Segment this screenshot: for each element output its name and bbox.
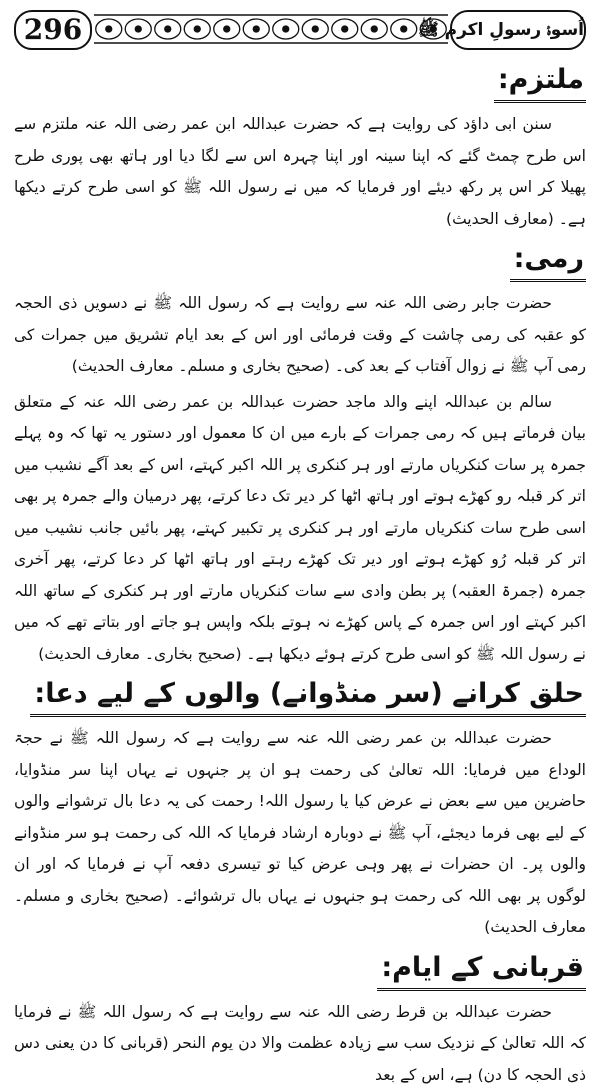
paragraph: سنن ابی داؤد کی روایت ہے کہ حضرت عبداللہ ابن عمر رضی اللہ عنہ ملتزم سے اس طرح چمٹ گئے کہ اپنا سینہ اور اپنا چہرہ اس سے لگا دیا اور ہاتھ بھی پوری طرح پھیلا کر اس پر رکھ دیئے اور فرمایا کہ میں نے رسول اللہ ﷺ کو اسی طرح کرتے دیکھا ہے۔ (معارف الحدیث) [14,109,586,235]
page-content [14,58,586,1091]
ornament-dot [312,26,318,32]
paragraph: حضرت عبداللہ بن قرط رضی اللہ عنہ سے روایت ہے کہ رسول اللہ ﷺ نے فرمایا کہ اللہ تعالیٰ کے نزدیک سب سے زیادہ عظمت والا دن یوم النحر (قربانی کا دن یعنی دس ذی الحجہ کا دن) ہے، اس کے بعد [14,997,586,1091]
heading-text: قربانی کے ایام: [377,950,586,991]
paragraph: حضرت جابر رضی اللہ عنہ سے روایت ہے کہ رسول اللہ ﷺ نے دسویں ذی الحجہ کو عقبہ کی رمی چاشت کے وقت فرمائی اور اس کے بعد ایام تشریق میں جمرات کی رمی آپ ﷺ نے زوال آفتاب کے بعد کی۔ (صحیح بخاری و مسلم۔ معارف الحدیث) [14,288,586,383]
page-number: 296 [14,10,92,50]
ornament-dot [194,26,200,32]
paragraph: سالم بن عبداللہ اپنے والد ماجد حضرت عبداللہ بن عمر رضی اللہ عنہ کے متعلق بیان فرماتے ہیں کہ رمی جمرات کے بارے میں ان کا معمول اور دستور یہ تھا کہ وہ پہلے جمرہ پر سات کنکریاں مارتے اور ہر کنکری پر اللہ اکبر کہتے، اس کے بعد آگے نشیب میں اتر کر قبلہ رو کھڑے ہوتے اور ہاتھ اٹھا کر دیر تک دعا کرتے، پھر درمیان والے جمرہ پر بھی اسی طرح سات کنکریاں مارتے اور ہر کنکری پر تکبیر کہتے، پھر بائیں جانب نشیب میں اتر کر قبلہ رُو کھڑے ہوتے اور دیر تک کھڑے رہتے اور ہاتھ اٹھا کر دعا کرتے، پھر آخری جمرہ (جمرۃ العقبہ) پر بطن وادی سے سات کنکریاں مارتے اور ہر کنکری کے ساتھ اللہ اکبر کہتے اور اس جمرہ کے پاس کھڑے نہ ہوتے بلکہ واپس ہو جاتے اور بتاتے تھے کہ میں نے رسول اللہ ﷺ کو اسی طرح کرتے ہوئے دیکھا ہے۔ (صحیح بخاری۔ معارف الحدیث) [14,387,586,671]
ornament-dot [135,26,141,32]
ornament-dot [371,26,377,32]
ornament-dot [165,26,171,32]
ornament-dot [283,26,289,32]
section-heading-halq [14,676,586,717]
heading-text: حلق کرانے (سر منڈوانے) والوں کے لیے دعا: [30,676,586,717]
paragraph: حضرت عبداللہ بن عمر رضی اللہ عنہ سے روایت ہے کہ رسول اللہ ﷺ نے حجۃ الوداع میں فرمایا: اللہ تعالیٰ کی رحمت ہو ان پر جنہوں نے یہاں اپنا سر منڈوایا، حاضرین میں سے بعض نے عرض کیا یا رسول اللہ! رحمت کی یہ دعا بال ترشوانے والوں کے لیے بھی فرما دیجئے، آپ ﷺ نے دوبارہ ارشاد فرمایا کہ اللہ کی رحمت ہو سر منڈوانے والوں پر۔ ان حضرات نے پھر وہی عرض کیا تو تیسری دفعہ آپ نے فرمایا کہ اور ان لوگوں پر بھی اللہ کی رحمت ہو جنہوں نے یہاں بال ترشوائے۔ (صحیح بخاری و مسلم۔ معارف الحدیث) [14,723,586,944]
section-heading-rami [14,241,586,282]
ornament-dot [253,26,259,32]
header-ornament [94,12,448,46]
book-title: اُسوۂ رسولِ اکرم ﷺ [450,10,586,50]
page-header [14,8,586,50]
section-heading-multazam [14,62,586,103]
heading-text: رمی: [510,241,586,282]
ornament-dot [106,26,112,32]
ornament-dot [342,26,348,32]
ornament-dot [224,26,230,32]
heading-text: ملتزم: [494,62,586,103]
section-heading-qurbani [14,950,586,991]
ornament-dot [401,26,407,32]
